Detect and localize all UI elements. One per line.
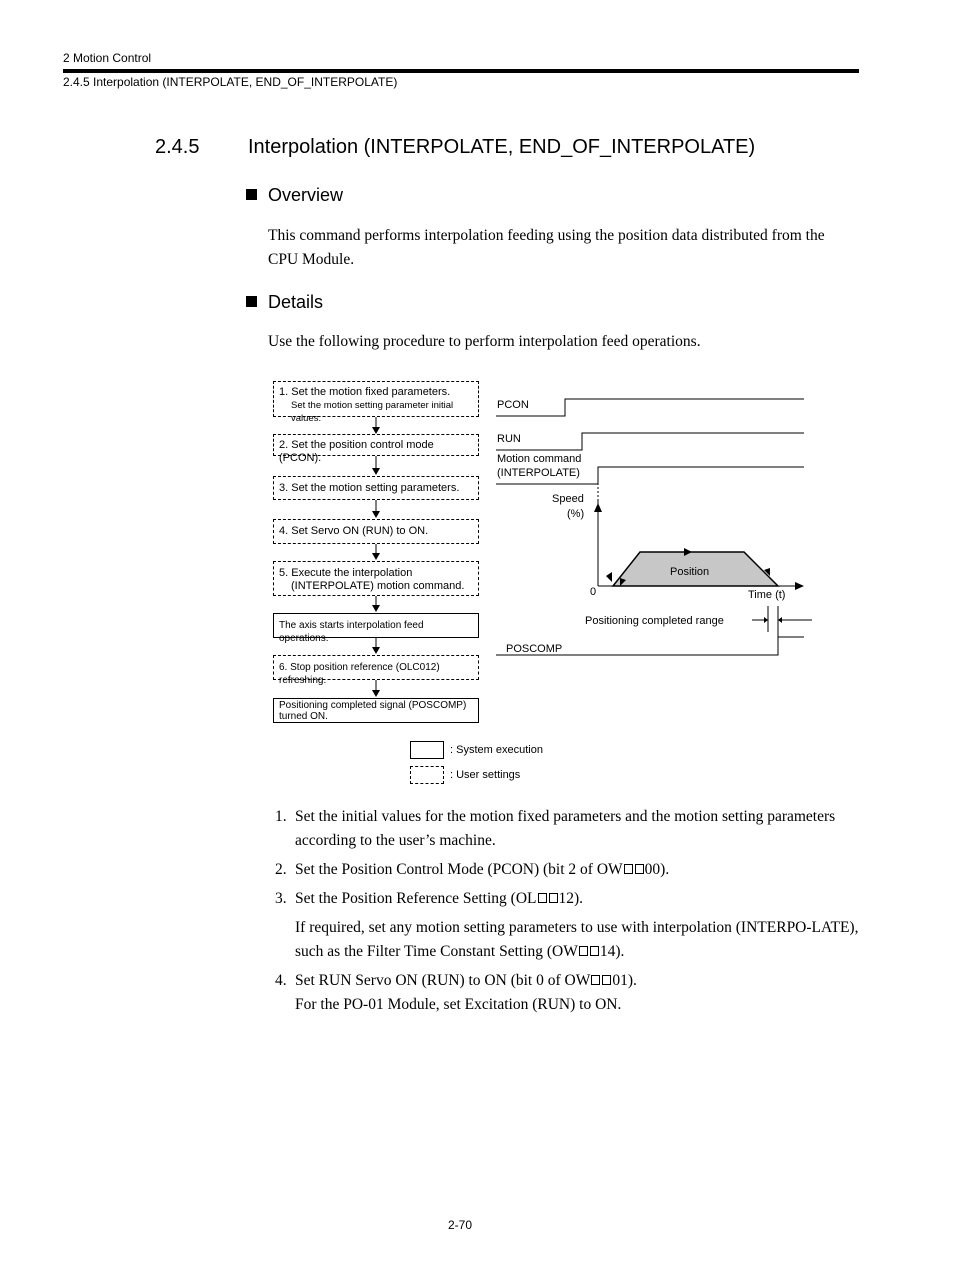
section-number: 2.4.5 [155,136,200,158]
speed-axis-arrow [594,503,602,512]
legend-system-label: : System execution [450,744,543,756]
list-item-number: 4. [275,972,287,989]
page-number: 2-70 [448,1218,473,1232]
overview-text: This command performs interpolation feeding using the position data distributed from the CPU Module. [268,227,825,268]
flow-step-2: 2. Set the position control mode (PCON). [273,434,479,456]
procedure-list [275,805,859,1017]
header-chapter: 2 Motion Control [63,51,152,65]
list-item-text-end: 12). [558,890,584,907]
list-item-text-end: 01). [612,972,637,989]
list-item-text: Set the Position Control Mode (PCON) (bit 2 of OW [295,861,623,878]
list-item [275,969,859,1017]
origin-label: 0 [590,586,597,598]
header-section: 2.4.5 Interpolation (INTERPOLATE, END_OF_INTERPOLATE) [63,75,398,89]
placeholder-box-icon [538,893,547,903]
motion-command-label: Motion command [497,453,582,465]
placeholder-box-icon [602,975,611,985]
flow-step-1-text: 1. Set the motion fixed parameters. [279,386,451,398]
list-item-text: Set the initial values for the motion fixed parameters and the motion setting parameters according to the user’s machine. [295,808,836,849]
flow-step-4: 4. Set Servo ON (RUN) to ON. [273,519,479,544]
flow-step-3: 3. Set the motion setting parameters. [273,476,479,500]
list-item-note-end: 14). [599,943,625,960]
flow-step-1-subtext: Set the motion setting parameter initial values. [291,400,454,424]
time-axis-label: Time (t) [748,589,786,601]
section-title: Interpolation (INTERPOLATE, END_OF_INTERPOLATE) [248,136,756,158]
positioning-range-label: Positioning completed range [585,615,724,627]
list-item-note-text: If required, set any motion setting parameters to use with interpolation (INTERPO-LATE), such as the Filter Time Constant Setting (OW [295,919,859,960]
list-item [275,887,859,911]
placeholder-box-icon [590,946,599,956]
overview-heading-text: Overview [268,185,344,205]
poscomp-label: POSCOMP [506,643,563,655]
pcon-signal [496,399,804,416]
details-heading-text: Details [268,292,324,312]
list-item-text: Set RUN Servo ON (RUN) to ON (bit 0 of OW [295,972,591,989]
position-label: Position [670,566,710,578]
speed-label: Speed [552,493,584,505]
run-label: RUN [497,433,521,445]
list-item-number: 3. [275,890,287,907]
list-item-text-end: 00). [644,861,670,878]
placeholder-box-icon [591,975,600,985]
flow-step-8-text: Positioning completed signal (POSCOMP) [279,700,467,711]
details-intro: Use the following procedure to perform interpolation feed operations. [268,333,701,350]
run-signal [496,433,804,450]
list-item-extra-text: For the PO-01 Module, set Excitation (RUN) to ON. [295,996,622,1013]
flow-step-5-text: 5. Execute the interpolation [279,567,413,579]
legend-user-label: : User settings [450,769,521,781]
placeholder-box-icon [549,893,558,903]
list-item-number: 1. [275,808,287,825]
time-axis-arrow [795,582,804,590]
pcon-label: PCON [497,399,529,411]
flow-step-6: 6. Stop position reference (OLC012) refreshing. [273,655,479,680]
speed-unit-label: (%) [567,508,585,520]
placeholder-box-icon [579,946,588,956]
placeholder-box-icon [624,864,633,874]
list-item-note [275,916,859,964]
list-item [275,858,859,882]
flow-step-system-start: The axis starts interpolation feed operations. [273,613,479,638]
list-item-text: Set the Position Reference Setting (OL [295,890,537,907]
list-item [275,805,859,853]
list-item-number: 2. [275,861,287,878]
motion-command-label-2: (INTERPOLATE) [497,467,580,479]
placeholder-box-icon [635,864,644,874]
flow-step-8-text-2: turned ON. [279,711,328,722]
flow-step-5-text-2: (INTERPOLATE) motion command. [291,580,465,592]
